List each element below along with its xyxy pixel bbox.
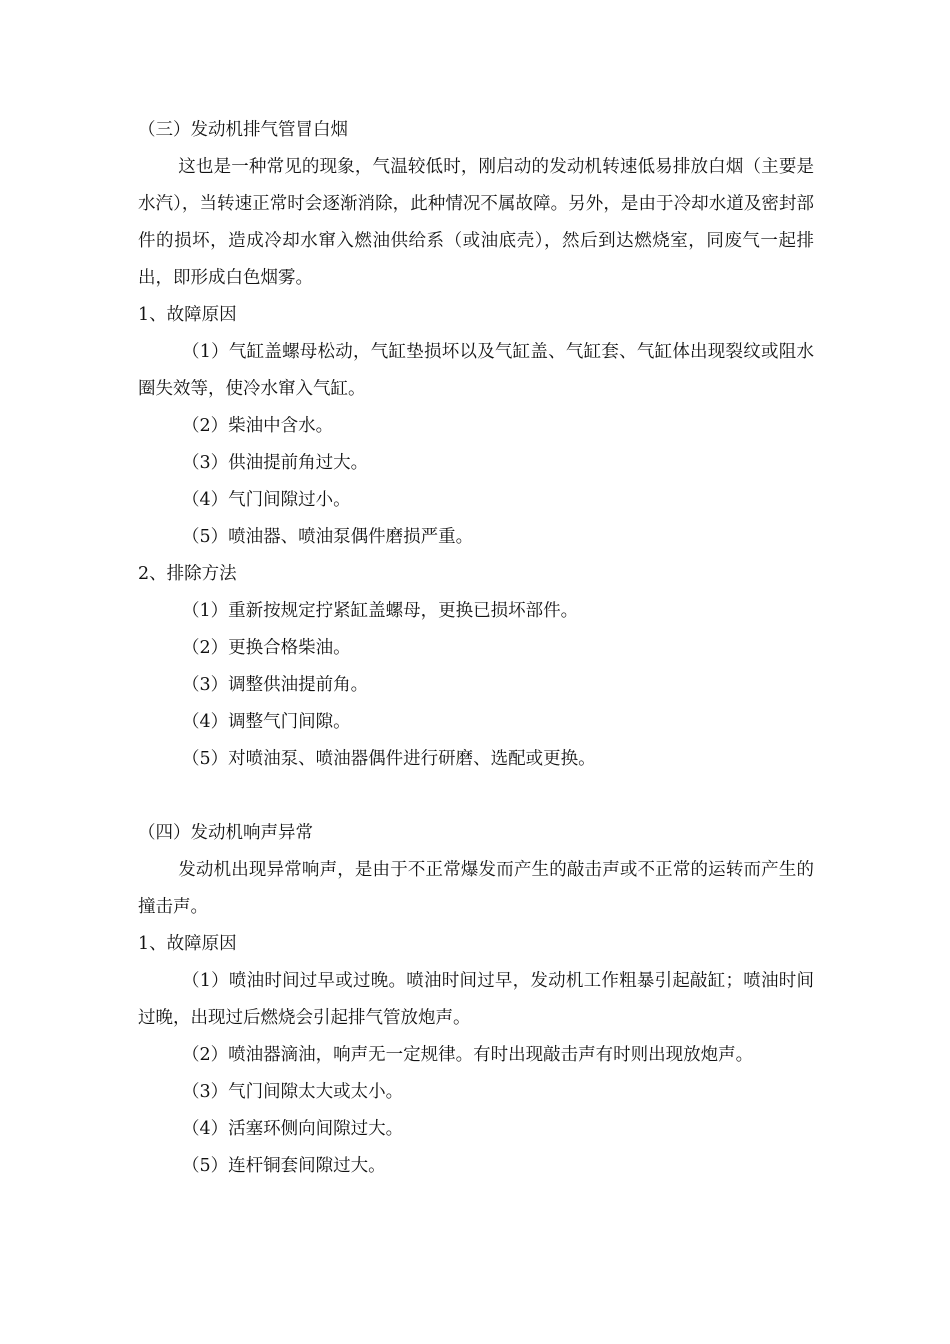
section4-causes-title: 1、故障原因 bbox=[138, 934, 237, 954]
section-spacer bbox=[138, 778, 814, 815]
section3-causes-title: 1、故障原因 bbox=[138, 305, 237, 325]
section4-intro: 发动机出现异常响声，是由于不正常爆发而产生的敲击声或不正常的运转而产生的撞击声。 bbox=[138, 860, 814, 917]
section4-cause-2: （2）喷油器滴油，响声无一定规律。有时出现敲击声有时则出现放炮声。 bbox=[182, 1045, 754, 1065]
section4-cause-3: （3）气门间隙太大或太小。 bbox=[182, 1082, 404, 1102]
section3-cause-1: （1）气缸盖螺母松动，气缸垫损坏以及气缸盖、气缸套、气缸体出现裂纹或阻水圈失效等，使冷水窜入气缸。 bbox=[138, 342, 814, 399]
section3-cause-2: （2）柴油中含水。 bbox=[182, 416, 334, 436]
section3-fix-5: （5）对喷油泵、喷油器偶件进行研磨、选配或更换。 bbox=[182, 749, 596, 769]
section4-cause-1: （1）喷油时间过早或过晚。喷油时间过早，发动机工作粗暴引起敲缸；喷油时间过晚，出现过后燃烧会引起排气管放炮声。 bbox=[138, 971, 814, 1028]
section3-intro: 这也是一种常见的现象，气温较低时，刚启动的发动机转速低易排放白烟（主要是水汽），当转速正常时会逐渐消除，此种情况不属故障。另外，是由于冷却水道及密封部件的损坏，造成冷却水窜入燃油供给系（或油底壳），然后到达燃烧室，同废气一起排出，即形成白色烟雾。 bbox=[138, 157, 814, 288]
section3-cause-4: （4）气门间隙过小。 bbox=[182, 490, 351, 510]
section3-fix-2: （2）更换合格柴油。 bbox=[182, 638, 351, 658]
section3-fix-3: （3）调整供油提前角。 bbox=[182, 675, 369, 695]
section3-heading: （三）发动机排气管冒白烟 bbox=[138, 120, 348, 140]
document-page bbox=[138, 112, 814, 1185]
section4-cause-5: （5）连杆铜套间隙过大。 bbox=[182, 1156, 386, 1176]
section3-fix-1: （1）重新按规定拧紧缸盖螺母，更换已损坏部件。 bbox=[182, 601, 579, 621]
section3-cause-3: （3）供油提前角过大。 bbox=[182, 453, 369, 473]
section3-fixes-title: 2、排除方法 bbox=[138, 564, 237, 584]
section4-heading: （四）发动机响声异常 bbox=[138, 823, 313, 843]
section4-cause-4: （4）活塞环侧向间隙过大。 bbox=[182, 1119, 404, 1139]
section3-fix-4: （4）调整气门间隙。 bbox=[182, 712, 351, 732]
section3-cause-5: （5）喷油器、喷油泵偶件磨损严重。 bbox=[182, 527, 474, 547]
